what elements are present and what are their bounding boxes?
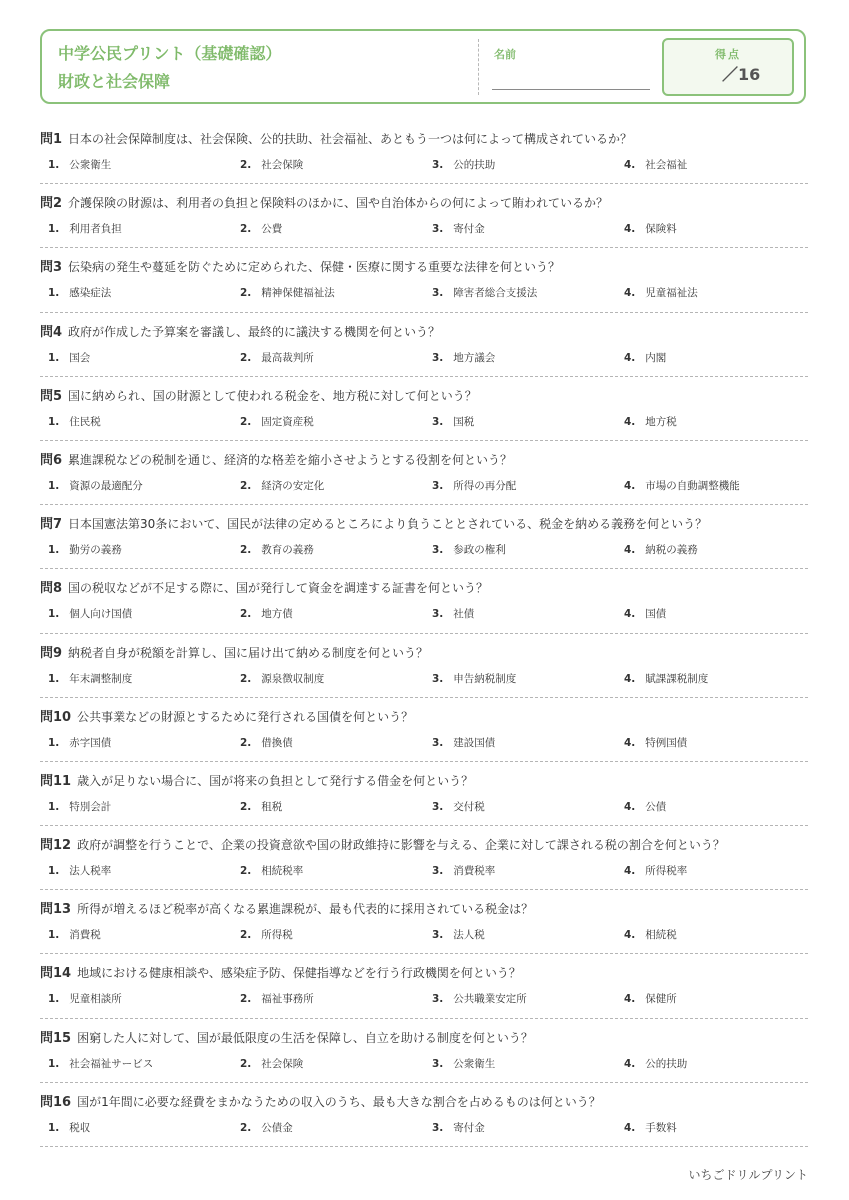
choice-text: 社会保険 xyxy=(261,159,304,171)
choice-text: 障害者総合支援法 xyxy=(453,287,538,300)
answer-choice[interactable] xyxy=(40,927,101,942)
choice-number: 3. xyxy=(432,800,444,813)
choice-text: 公衆衛生 xyxy=(453,1057,496,1070)
answer-choices xyxy=(40,606,808,622)
choice-number: 2. xyxy=(240,1057,252,1070)
answer-choice[interactable] xyxy=(40,414,101,429)
choice-number: 4. xyxy=(624,159,636,171)
answer-choice[interactable] xyxy=(424,671,516,686)
question-row xyxy=(40,1083,808,1147)
answer-choice[interactable] xyxy=(616,542,698,557)
choice-text: 社会福祉サービス xyxy=(69,1057,154,1070)
question-text: 公共事業などの財源とするために発行される国債を何という？ xyxy=(77,709,414,724)
choice-number: 1. xyxy=(48,287,60,300)
question-header xyxy=(40,128,632,147)
choice-text: 公債 xyxy=(645,800,667,813)
choice-text: 国税 xyxy=(453,415,475,428)
question-header xyxy=(40,1027,533,1046)
choice-number: 3. xyxy=(432,736,444,749)
answer-choice[interactable] xyxy=(424,157,495,172)
choice-text: 経済の安定化 xyxy=(261,479,325,492)
answer-choice[interactable] xyxy=(616,414,677,429)
choice-number: 1. xyxy=(48,929,60,942)
question-text: 困窮した人に対して、国が最低限度の生活を保障し、自立を助ける制度を何という？ xyxy=(77,1030,533,1045)
score-box xyxy=(662,38,794,96)
choice-text: 国会 xyxy=(69,351,91,364)
answer-choice[interactable] xyxy=(232,1056,303,1071)
answer-choice[interactable] xyxy=(40,991,122,1006)
question-row xyxy=(40,377,808,441)
answer-choice[interactable] xyxy=(616,350,666,365)
choice-number: 4. xyxy=(624,287,636,300)
answer-choices xyxy=(40,414,808,430)
question-text: 伝染病の発生や蔓延を防ぐために定められた、保健・医療に関する重要な法律を何という？ xyxy=(68,260,561,275)
choice-text: 利用者負担 xyxy=(69,223,122,236)
answer-choice[interactable] xyxy=(616,157,687,172)
choice-number: 2. xyxy=(240,800,252,813)
question-row xyxy=(40,505,808,569)
answer-choice[interactable] xyxy=(232,157,303,172)
answer-choice[interactable] xyxy=(424,221,485,236)
choice-text: 精神保健福祉法 xyxy=(261,287,335,300)
choice-text: 法人税 xyxy=(453,929,485,942)
question-header xyxy=(40,898,533,917)
choice-number: 2. xyxy=(240,415,252,428)
question-header xyxy=(40,449,512,468)
question-header xyxy=(40,192,608,211)
answer-choice[interactable] xyxy=(616,1120,677,1135)
choice-number: 1. xyxy=(48,479,60,492)
question-number: 問6 xyxy=(40,452,63,468)
answer-choice[interactable] xyxy=(232,542,314,557)
question-header xyxy=(40,577,488,596)
choice-text: 住民税 xyxy=(69,415,101,428)
question-number: 問5 xyxy=(40,388,63,404)
answer-choices xyxy=(40,478,808,494)
choice-number: 1. xyxy=(48,800,60,813)
answer-choice[interactable] xyxy=(616,221,677,236)
choice-text: 個人向け国債 xyxy=(69,608,133,621)
answer-choices xyxy=(40,671,808,687)
choice-text: 消費税率 xyxy=(453,865,496,878)
question-header xyxy=(40,834,725,853)
choice-number: 2. xyxy=(240,479,252,492)
question-number: 問14 xyxy=(40,966,72,982)
question-row xyxy=(40,569,808,633)
choice-text: 内閣 xyxy=(645,351,667,364)
question-row xyxy=(40,184,808,248)
answer-choice[interactable] xyxy=(616,863,687,878)
worksheet-header xyxy=(40,29,806,104)
answer-choice[interactable] xyxy=(424,606,474,621)
answer-choice[interactable] xyxy=(616,991,677,1006)
header-divider xyxy=(478,39,479,95)
choice-number: 2. xyxy=(240,993,252,1006)
choice-number: 2. xyxy=(240,544,252,557)
choice-text: 感染症法 xyxy=(69,287,112,300)
choice-text: 手数料 xyxy=(645,1121,677,1134)
answer-choice[interactable] xyxy=(232,1120,293,1135)
choice-text: 地方税 xyxy=(645,415,677,428)
choice-text: 公債金 xyxy=(261,1121,293,1134)
choice-text: 申告納税制度 xyxy=(453,672,517,685)
choice-text: 公的扶助 xyxy=(453,159,496,171)
question-text: 日本の社会保障制度は、社会保険、公的扶助、社会福祉、あともう一つは何によって構成されているか？ xyxy=(68,132,633,146)
choice-text: 公共職業安定所 xyxy=(453,993,527,1006)
choice-text: 相続税 xyxy=(645,929,677,942)
question-header xyxy=(40,256,560,275)
choice-number: 4. xyxy=(624,736,636,749)
choice-number: 2. xyxy=(240,608,252,621)
question-row xyxy=(40,441,808,505)
choice-number: 4. xyxy=(624,223,636,236)
question-number: 問2 xyxy=(40,196,63,212)
choice-number: 4. xyxy=(624,544,636,557)
choice-text: 年末調整制度 xyxy=(69,672,133,685)
answer-choice[interactable] xyxy=(424,542,506,557)
answer-choice[interactable] xyxy=(424,927,485,942)
question-number: 問9 xyxy=(40,645,63,661)
choice-text: 相続税率 xyxy=(261,865,304,878)
answer-choice[interactable] xyxy=(40,799,111,814)
choice-text: 寄付金 xyxy=(453,223,485,236)
question-row xyxy=(40,954,808,1018)
answer-choice[interactable] xyxy=(40,221,122,236)
question-list xyxy=(40,120,808,1147)
choice-text: 交付税 xyxy=(453,800,485,813)
answer-choices xyxy=(40,799,808,815)
choice-text: 最高裁判所 xyxy=(261,351,314,364)
question-text: 国が1年間に必要な経費をまかなうための収入のうち、最も大きな割合を占めるものは何という？ xyxy=(77,1094,601,1109)
choice-text: 公的扶助 xyxy=(645,1057,688,1070)
question-header xyxy=(40,706,413,725)
question-number: 問10 xyxy=(40,709,72,725)
choice-text: 固定資産税 xyxy=(261,415,314,428)
question-text: 納税者自身が税額を計算し、国に届け出て納める制度を何という？ xyxy=(68,645,429,660)
choice-number: 2. xyxy=(240,287,252,300)
choice-number: 1. xyxy=(48,415,60,428)
answer-choice[interactable] xyxy=(424,285,537,300)
choice-number: 2. xyxy=(240,736,252,749)
question-text: 介護保険の財源は、利用者の負担と保険料のほかに、国や自治体からの何によって賄われているか？ xyxy=(68,196,609,211)
choice-text: 所得税 xyxy=(261,929,293,942)
answer-choice[interactable] xyxy=(232,478,324,493)
answer-choices xyxy=(40,991,808,1007)
question-row xyxy=(40,826,808,890)
question-number: 問3 xyxy=(40,260,63,276)
question-number: 問8 xyxy=(40,581,63,597)
worksheet-subtitle: 財政と社会保障 xyxy=(58,72,171,91)
choice-number: 3. xyxy=(432,287,444,300)
choice-number: 3. xyxy=(432,223,444,236)
choice-text: 税収 xyxy=(69,1121,91,1134)
answer-choice[interactable] xyxy=(424,1056,495,1071)
worksheet-title: 中学公民プリント（基礎確認） xyxy=(58,44,282,63)
choice-number: 2. xyxy=(240,159,252,171)
answer-choice[interactable] xyxy=(424,991,527,1006)
answer-choice[interactable] xyxy=(40,478,143,493)
choice-number: 1. xyxy=(48,1057,60,1070)
answer-choice[interactable] xyxy=(40,735,111,750)
answer-choice[interactable] xyxy=(424,799,485,814)
footer-brand: いちごドリルプリント xyxy=(688,1168,808,1182)
choice-text: 公衆衛生 xyxy=(69,159,112,171)
choice-number: 3. xyxy=(432,479,444,492)
answer-choice[interactable] xyxy=(232,606,293,621)
question-number: 問11 xyxy=(40,773,72,789)
choice-number: 3. xyxy=(432,865,444,878)
choice-text: 寄付金 xyxy=(453,1121,485,1134)
choice-text: 児童福祉法 xyxy=(645,287,698,300)
question-text: 政府が作成した予算案を審議し、最終的に議決する機関を何という？ xyxy=(68,324,441,339)
choice-text: 参政の権利 xyxy=(453,544,506,557)
question-text: 地域における健康相談や、感染症予防、保健指導などを行う行政機関を何という？ xyxy=(77,966,521,981)
choice-number: 3. xyxy=(432,1057,444,1070)
choice-number: 4. xyxy=(624,1057,636,1070)
choice-text: 社会福祉 xyxy=(645,159,688,171)
choice-number: 3. xyxy=(432,1121,444,1134)
question-text: 所得が増えるほど税率が高くなる累進課税が、最も代表的に採用されている税金は？ xyxy=(77,902,534,917)
answer-choice[interactable] xyxy=(40,542,122,557)
choice-number: 1. xyxy=(48,865,60,878)
answer-choices xyxy=(40,863,808,879)
answer-choice[interactable] xyxy=(616,671,708,686)
choice-text: 所得税率 xyxy=(645,865,688,878)
choice-text: 所得の再分配 xyxy=(453,479,517,492)
choice-text: 福祉事務所 xyxy=(261,993,314,1006)
choice-text: 源泉徴収制度 xyxy=(261,672,325,685)
choice-text: 特別会計 xyxy=(69,800,112,813)
answer-choice[interactable] xyxy=(616,799,666,814)
answer-choices xyxy=(40,735,808,751)
question-header xyxy=(40,962,521,981)
choice-text: 資源の最適配分 xyxy=(69,479,143,492)
choice-number: 3. xyxy=(432,608,444,621)
answer-choice[interactable] xyxy=(616,927,677,942)
question-row xyxy=(40,120,808,184)
choice-text: 教育の義務 xyxy=(261,544,314,557)
question-number: 問1 xyxy=(40,132,63,147)
choice-text: 納税の義務 xyxy=(645,544,698,557)
question-number: 問16 xyxy=(40,1094,72,1110)
choice-text: 賦課課税制度 xyxy=(645,672,709,685)
choice-number: 4. xyxy=(624,672,636,685)
question-row xyxy=(40,248,808,312)
question-text: 累進課税などの税制を通じ、経済的な格差を縮小させようとする役割を何という？ xyxy=(68,452,513,467)
choice-number: 3. xyxy=(432,993,444,1006)
question-number: 問13 xyxy=(40,902,72,918)
choice-number: 4. xyxy=(624,415,636,428)
score-total: ／16 xyxy=(722,65,761,84)
choice-number: 4. xyxy=(624,351,636,364)
answer-choice[interactable] xyxy=(40,863,111,878)
question-text: 国に納められ、国の財源として使われる税金を、地方税に対して何という？ xyxy=(68,388,477,403)
answer-choice[interactable] xyxy=(616,478,740,493)
choice-number: 3. xyxy=(432,159,444,171)
choice-text: 公費 xyxy=(261,223,283,236)
answer-choice[interactable] xyxy=(424,863,495,878)
choice-number: 4. xyxy=(624,865,636,878)
name-field[interactable] xyxy=(492,89,650,90)
answer-choice[interactable] xyxy=(424,478,516,493)
answer-choice[interactable] xyxy=(40,157,111,172)
choice-number: 4. xyxy=(624,800,636,813)
choice-text: 租税 xyxy=(261,800,283,813)
choice-number: 4. xyxy=(624,608,636,621)
answer-choice[interactable] xyxy=(40,671,132,686)
question-row xyxy=(40,634,808,698)
choice-number: 1. xyxy=(48,223,60,236)
question-number: 問4 xyxy=(40,324,63,340)
answer-choices xyxy=(40,927,808,943)
choice-number: 2. xyxy=(240,223,252,236)
answer-choices xyxy=(40,157,808,173)
choice-number: 4. xyxy=(624,993,636,1006)
question-text: 歳入が足りない場合に、国が将来の負担として発行する借金を何という？ xyxy=(77,773,474,788)
answer-choice[interactable] xyxy=(424,1120,485,1135)
question-header xyxy=(40,642,428,661)
choice-text: 借換債 xyxy=(261,736,293,749)
answer-choice[interactable] xyxy=(40,606,132,621)
choice-text: 地方債 xyxy=(261,608,293,621)
choice-number: 1. xyxy=(48,159,60,171)
answer-choice[interactable] xyxy=(40,1120,90,1135)
choice-number: 2. xyxy=(240,672,252,685)
choice-number: 4. xyxy=(624,929,636,942)
question-number: 問12 xyxy=(40,838,72,854)
question-row xyxy=(40,698,808,762)
answer-choice[interactable] xyxy=(232,671,324,686)
answer-choice[interactable] xyxy=(232,863,303,878)
answer-choice[interactable] xyxy=(424,350,495,365)
answer-choice[interactable] xyxy=(232,927,293,942)
choice-text: 児童相談所 xyxy=(69,993,122,1006)
choice-number: 3. xyxy=(432,672,444,685)
answer-choices xyxy=(40,221,808,237)
choice-text: 勤労の義務 xyxy=(69,544,122,557)
choice-number: 4. xyxy=(624,479,636,492)
question-row xyxy=(40,762,808,826)
question-row xyxy=(40,1019,808,1083)
question-text: 日本国憲法第30条において、国民が法律の定めるところにより負うこととされている、税金を納める義務を何という？ xyxy=(68,517,708,532)
choice-text: 建設国債 xyxy=(453,736,496,749)
question-header xyxy=(40,513,707,532)
answer-choices xyxy=(40,542,808,558)
name-label: 名前 xyxy=(494,48,516,61)
question-row xyxy=(40,313,808,377)
choice-number: 2. xyxy=(240,351,252,364)
question-text: 政府が調整を行うことで、企業の投資意欲や国の財政維持に影響を与える、企業に対して課される税の割合を何という？ xyxy=(77,838,725,853)
choice-number: 1. xyxy=(48,608,60,621)
question-header xyxy=(40,385,477,404)
choice-number: 4. xyxy=(624,1121,636,1134)
choice-text: 国債 xyxy=(645,608,667,621)
choice-text: 保険料 xyxy=(645,223,677,236)
choice-text: 社会保険 xyxy=(261,1057,304,1070)
answer-choice[interactable] xyxy=(232,799,282,814)
choice-number: 1. xyxy=(48,672,60,685)
answer-choices xyxy=(40,1120,808,1136)
choice-text: 法人税率 xyxy=(69,865,112,878)
question-header xyxy=(40,1091,601,1110)
choice-number: 2. xyxy=(240,865,252,878)
question-number: 問15 xyxy=(40,1030,72,1046)
answer-choice[interactable] xyxy=(616,1056,687,1071)
choice-number: 3. xyxy=(432,351,444,364)
answer-choice[interactable] xyxy=(40,1056,153,1071)
choice-text: 社債 xyxy=(453,608,475,621)
answer-choice[interactable] xyxy=(232,991,314,1006)
choice-text: 特例国債 xyxy=(645,736,688,749)
choice-number: 2. xyxy=(240,929,252,942)
choice-text: 消費税 xyxy=(69,929,101,942)
choice-number: 1. xyxy=(48,993,60,1006)
answer-choice[interactable] xyxy=(616,606,666,621)
choice-text: 地方議会 xyxy=(453,351,496,364)
answer-choice[interactable] xyxy=(616,285,698,300)
answer-choice[interactable] xyxy=(424,414,474,429)
choice-number: 1. xyxy=(48,736,60,749)
answer-choice[interactable] xyxy=(232,285,335,300)
choice-number: 3. xyxy=(432,415,444,428)
answer-choices xyxy=(40,285,808,301)
answer-choice[interactable] xyxy=(616,735,687,750)
choice-text: 保健所 xyxy=(645,993,677,1006)
question-number: 問7 xyxy=(40,517,63,533)
choice-number: 1. xyxy=(48,544,60,557)
choice-number: 1. xyxy=(48,1121,60,1134)
answer-choice[interactable] xyxy=(232,350,314,365)
answer-choices xyxy=(40,350,808,366)
choice-number: 3. xyxy=(432,544,444,557)
answer-choice[interactable] xyxy=(232,414,314,429)
choice-number: 3. xyxy=(432,929,444,942)
choice-text: 市場の自動調整機能 xyxy=(645,479,740,492)
answer-choice[interactable] xyxy=(40,350,90,365)
question-text: 国の税収などが不足する際に、国が発行して資金を調達する証書を何という？ xyxy=(68,581,489,596)
question-header xyxy=(40,770,473,789)
answer-choice[interactable] xyxy=(424,735,495,750)
score-label: 得点 xyxy=(715,48,741,61)
choice-text: 赤字国債 xyxy=(69,736,112,749)
choice-number: 1. xyxy=(48,351,60,364)
answer-choice[interactable] xyxy=(232,735,293,750)
answer-choice[interactable] xyxy=(232,221,282,236)
answer-choice[interactable] xyxy=(40,285,111,300)
question-header xyxy=(40,321,440,340)
answer-choices xyxy=(40,1056,808,1072)
choice-number: 2. xyxy=(240,1121,252,1134)
question-row xyxy=(40,890,808,954)
